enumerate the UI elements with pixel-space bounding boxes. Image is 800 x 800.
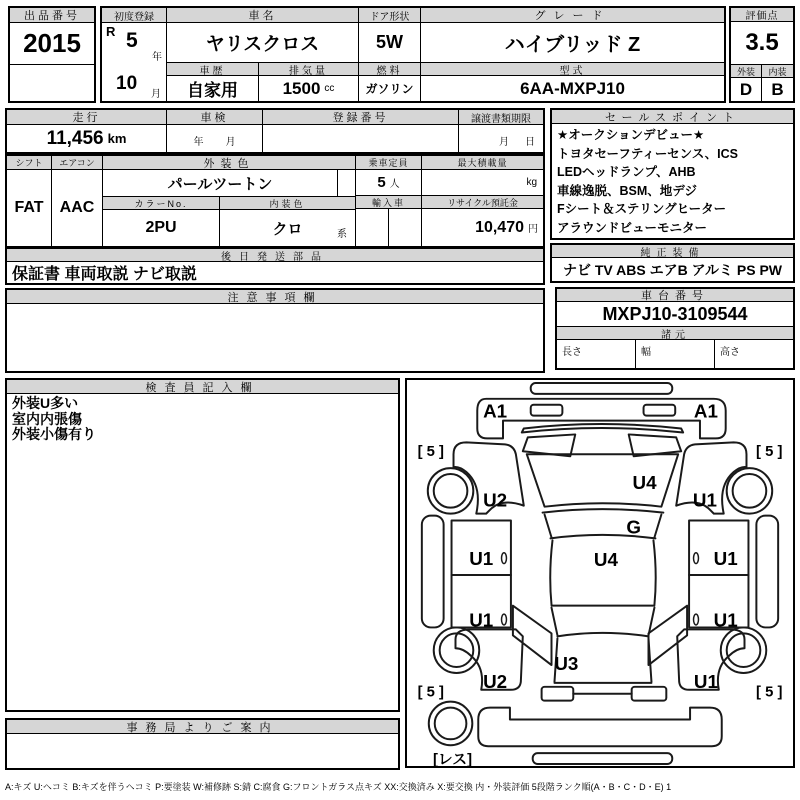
shaken-label: 車検: [167, 110, 262, 125]
aircon-col: [52, 156, 103, 246]
inspector-note-line: 外装U多い: [12, 395, 79, 411]
exterior-grade-label: 外装: [731, 65, 761, 78]
rear-plate-strip: [533, 753, 673, 764]
door-shape-value: 5W: [359, 23, 420, 63]
later-parts-value: 保証書 車両取説 ナビ取説: [12, 266, 197, 283]
history-label: 車歴: [167, 63, 258, 76]
displacement-label: 排気量: [259, 63, 358, 76]
tire-label-front-left: [ 5 ]: [417, 444, 444, 461]
windshield-outline: [545, 515, 662, 539]
max-load-unit: kg: [526, 177, 537, 188]
sales-point-line: 車線逸脱、BSM、地デジ: [557, 183, 698, 198]
history-value: 自家用: [187, 81, 238, 100]
later-parts-box: [5, 247, 545, 285]
fuel-value: ガソリン: [365, 82, 414, 96]
transfer-deadline-value-cell: [459, 125, 543, 152]
interior-color-unit: 系: [337, 229, 347, 240]
registration-no-col: [263, 110, 459, 152]
model-code-value: 6AA-MXPJ10: [520, 78, 625, 98]
equipment-box: [550, 243, 795, 283]
shaken-value-cell: [167, 125, 262, 152]
recycle-value-cell: [422, 209, 543, 246]
mileage-value-cell: [7, 125, 166, 152]
max-load-value-cell: [422, 170, 543, 196]
shaken-col: [167, 110, 263, 152]
displacement-unit: cc: [324, 83, 335, 94]
c-pillar-right: [648, 606, 687, 665]
exterior-grade-value: D: [739, 79, 753, 99]
displacement-col: [259, 63, 358, 101]
width-label: 幅: [641, 347, 651, 358]
shift-value: FAT: [14, 199, 44, 216]
front-bumper: [477, 399, 725, 439]
shaken-month-unit: 月: [225, 137, 236, 148]
front-fog-left: [531, 405, 563, 416]
tire-label-rear-left: [ 5 ]: [417, 684, 444, 701]
front-grille-strip: [522, 424, 683, 432]
color-no-label: カラーNo.: [103, 197, 220, 210]
import-car-cell-1: [356, 209, 389, 246]
load-col: [422, 156, 543, 246]
dimension-width-cell: [636, 340, 715, 368]
inspector-notes-box: [5, 378, 400, 712]
import-car-cell-2: [389, 209, 421, 246]
recycle-label: リサイクル預託金: [422, 196, 543, 209]
sales-points-label: セールスポイント: [552, 110, 793, 124]
later-parts-label: 後日発送部品: [7, 249, 543, 262]
sales-point-line: Fシート＆ステリングヒーター: [557, 202, 727, 216]
caution-notes-body: [7, 304, 543, 371]
door-handle-rear-left: [502, 614, 507, 625]
office-info-label: 事務局よりご案内: [7, 720, 398, 734]
interior-color-label: 内装色: [220, 197, 355, 210]
door-handle-front-right: [694, 553, 699, 564]
interior-grade-label: 内装: [762, 65, 793, 78]
interior-grade-col: [762, 65, 793, 101]
damage-label-fender-front-left: U2: [483, 489, 508, 511]
registration-no-label: 登録番号: [263, 110, 458, 125]
taillight-right: [632, 687, 667, 701]
door-shape-label: ドア形状: [359, 8, 420, 23]
damage-label-roof: U4: [593, 549, 618, 571]
sales-point-line: ★オークションデビュー★: [557, 128, 705, 142]
fuel-label: 燃料: [359, 63, 420, 76]
wheel-front-left-inner: [434, 474, 468, 508]
office-info-box: [5, 718, 400, 770]
door-handle-rear-right: [694, 614, 699, 625]
sales-point-line: アラウンドビューモニター: [557, 220, 708, 235]
mileage-unit: km: [107, 131, 127, 146]
era-value: R: [106, 24, 116, 39]
damage-label-door-front-right: U1: [713, 548, 738, 570]
damage-label-front-bumper-right: A1: [693, 400, 718, 422]
inspector-note-line: 外装小傷有り: [12, 426, 96, 442]
displacement-value: 1500: [282, 78, 321, 98]
door-shape-col: [359, 8, 421, 101]
score-label: 評価点: [731, 8, 793, 22]
color-group: [103, 156, 356, 246]
chassis-no-label: 車台番号: [557, 289, 793, 302]
capacity-unit: 人: [389, 179, 400, 190]
front-fog-right: [644, 405, 676, 416]
c-pillar-left: [513, 606, 552, 665]
score-value: 3.5: [731, 22, 793, 65]
interior-color-value: クロ: [272, 220, 303, 238]
auction-no-value: 2015: [10, 23, 94, 65]
door-handle-front-left: [502, 553, 507, 564]
capacity-value: 5: [377, 174, 386, 191]
grade-label: グレード: [421, 8, 724, 23]
damage-label-back-door: U3: [554, 652, 579, 674]
recycle-unit: 円: [528, 224, 538, 235]
shift-col: [7, 156, 52, 246]
chassis-no-value: MXPJ10-3109544: [557, 302, 793, 327]
damage-label-fender-rear-right: U1: [693, 670, 718, 692]
dimension-length-cell: [557, 340, 636, 368]
wheel-front-right-inner: [733, 474, 767, 508]
interior-color-value-cell: [220, 210, 355, 246]
tire-label-rear-right: [ 5 ]: [756, 684, 783, 701]
caution-notes-box: [5, 288, 545, 373]
max-load-label: 最大積載量: [422, 156, 543, 170]
auction-no-box: [8, 6, 96, 103]
recycle-value: 10,470: [475, 218, 524, 236]
car-name-value: ヤリスクロス: [167, 23, 358, 63]
capacity-value-cell: [356, 170, 421, 196]
car-name-col: [167, 8, 359, 101]
mileage-label: 走行: [7, 110, 166, 125]
history-col: [167, 63, 259, 101]
headlight-left: [523, 434, 575, 456]
reg-year-unit: 年: [152, 52, 162, 63]
vehicle-header-table: [100, 6, 726, 103]
caution-notes-label: 注意事項欄: [7, 290, 543, 304]
interior-grade-value: B: [771, 79, 784, 99]
grade-col: [421, 8, 724, 101]
aircon-label: エアコン: [52, 156, 102, 170]
shaken-year-unit: 年: [193, 137, 204, 148]
transfer-day-unit: 日: [525, 137, 535, 148]
shift-label: シフト: [7, 156, 51, 170]
mileage-value: 11,456: [46, 127, 104, 149]
aircon-value: AAC: [59, 199, 95, 216]
office-info-body: [7, 734, 398, 768]
exterior-grade-col: [731, 65, 762, 101]
registration-no-value: [263, 125, 458, 152]
equipment-label: 純正装備: [552, 245, 793, 258]
damage-label-door-rear-left: U1: [469, 609, 494, 631]
exterior-color-label: 外装色: [103, 156, 355, 170]
legend-text: A:キズ U:ヘコミ B:キズを伴うヘコミ P:要塗装 W:補修跡 S:錆 C:腐食 G:フロントガラス点キズ XX:交換済み X:要交換 内・外装評価 5段階ランク順(A・B・C・D・E) 1: [5, 782, 672, 792]
transfer-month-unit: 月: [499, 137, 509, 148]
sales-points-box: [550, 108, 795, 240]
score-box: [729, 6, 795, 103]
dimension-height-cell: [715, 340, 793, 368]
first-registration-label: 初度登録: [102, 8, 166, 23]
color-no-value: 2PU: [103, 210, 220, 246]
auction-no-label: 出品番号: [10, 8, 94, 23]
import-car-label: 輸入車: [356, 196, 421, 209]
spec-row: [5, 154, 545, 248]
spare-tire-label: [レス]: [432, 752, 473, 766]
damage-label-front-bumper-left: A1: [483, 400, 508, 422]
exterior-color-extra-cell: [338, 170, 355, 196]
tire-label-front-right: [ 5 ]: [756, 444, 783, 461]
displacement-value-cell: [259, 76, 358, 101]
first-registration-value: [102, 23, 166, 101]
exterior-color-value: パールツートン: [103, 170, 338, 196]
damage-label-door-rear-right: U1: [713, 609, 738, 631]
side-sill-right: [756, 516, 778, 628]
auction-no-empty-cell: [10, 65, 94, 101]
reg-month-unit: 月: [151, 89, 161, 100]
first-registration-col: [102, 8, 167, 101]
cowl-line: [543, 509, 664, 512]
equipment-value: ナビ TV ABS エアB アルミ PS PW: [562, 261, 783, 278]
front-plate-strip: [531, 383, 673, 394]
capacity-label: 乗車定員: [356, 156, 421, 170]
capacity-col: [356, 156, 422, 246]
headlight-right: [629, 434, 681, 456]
reg-year-value: 5: [126, 29, 138, 52]
length-label: 長さ: [562, 347, 582, 358]
chassis-box: [555, 287, 795, 370]
sales-point-line: LEDヘッドランプ、AHB: [557, 165, 696, 179]
mileage-col: [7, 110, 167, 152]
damage-diagram-box: [405, 378, 795, 768]
taillight-left: [542, 687, 574, 701]
transfer-deadline-label: 譲渡書類期限: [459, 110, 543, 125]
model-code-label: 型式: [421, 63, 724, 76]
rear-window-outline: [552, 608, 655, 637]
damage-label-fender-rear-left: U2: [483, 670, 508, 692]
grade-value: ハイブリッド Z: [421, 23, 724, 63]
sales-point-line: トヨタセーフティーセンス、ICS: [557, 146, 738, 161]
reg-month-value: 10: [116, 73, 138, 94]
damage-label-hood: U4: [632, 471, 657, 493]
mileage-row: [5, 108, 545, 154]
sales-points-body: [552, 124, 793, 239]
inspector-notes-label: 検査員記入欄: [7, 380, 398, 394]
inspector-notes-body: [7, 394, 398, 710]
inspector-note-line: 室内内張傷: [12, 410, 82, 427]
damage-label-fender-front-right: U1: [692, 489, 717, 511]
dimensions-label: 諸元: [557, 327, 793, 340]
spare-tire-inner: [435, 708, 467, 740]
height-label: 高さ: [720, 347, 740, 358]
rear-bumper: [478, 708, 721, 747]
car-name-label: 車名: [167, 8, 358, 23]
damage-label-windshield: G: [626, 516, 641, 538]
car-damage-diagram: [407, 380, 793, 766]
transfer-deadline-col: [459, 110, 543, 152]
damage-label-door-front-left: U1: [469, 548, 494, 570]
side-sill-left: [422, 516, 444, 628]
